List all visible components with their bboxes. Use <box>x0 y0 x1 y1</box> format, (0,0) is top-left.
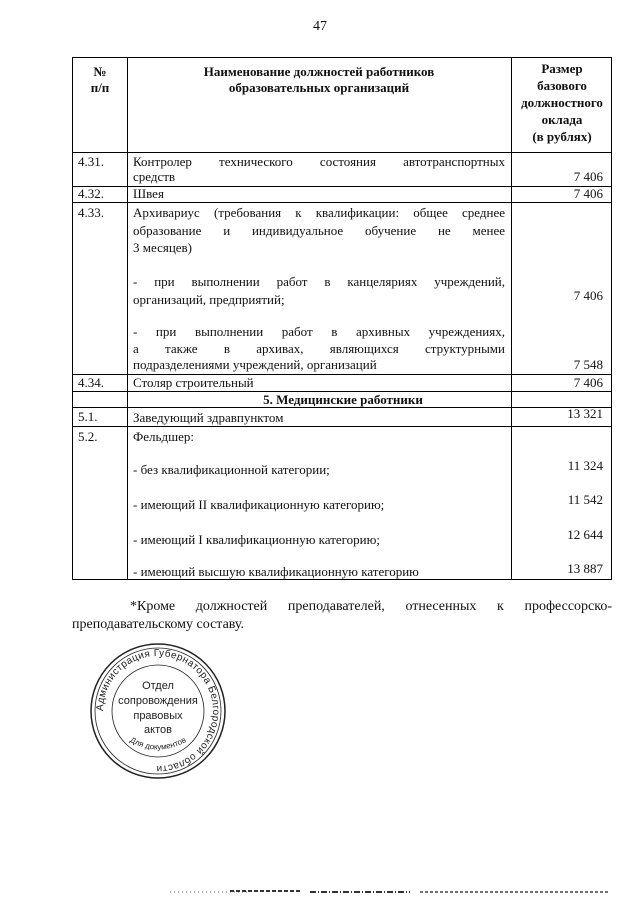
row-4-31-value: 7 406 <box>573 169 603 184</box>
row-4-32-name: Швея <box>133 186 164 201</box>
row-5-2-item-label: - имеющий I квалификационную категорию; <box>133 532 380 547</box>
row-4-31-name: Контролер технического состояния автотранспортных <box>133 154 505 169</box>
row-4-33-intro-3: 3 месяцев) <box>133 240 193 255</box>
stamp-center-line: актов <box>144 724 172 736</box>
row-4-33-sub2-1: - при выполнении работ в архивных учреждениях, <box>133 324 505 339</box>
salary-table <box>72 57 612 580</box>
stamp-center-line: Отдел <box>142 680 174 692</box>
stamp-center-line: сопровождения <box>118 695 198 707</box>
column-divider <box>127 58 128 579</box>
row-4-33-num: 4.33. <box>78 205 104 220</box>
row-5-2-item-value: 11 542 <box>567 492 603 507</box>
stamp-graphic <box>88 641 228 781</box>
row-5-1-value: 13 321 <box>567 406 603 421</box>
row-5-2-item-value: 11 324 <box>567 458 603 473</box>
footnote-line-1: *Кроме должностей преподавателей, отнесенных к профессорско- <box>130 599 612 614</box>
footnote-line-2: преподавательскому составу. <box>72 617 245 632</box>
row-5-2-name: Фельдшер: <box>133 429 194 444</box>
row-5-2-item-label: - без квалификационной категории; <box>133 462 330 477</box>
row-5-1-num: 5.1. <box>78 409 98 424</box>
row-4-34-name: Столяр строительный <box>133 375 254 390</box>
row-4-32-num: 4.32. <box>78 186 104 201</box>
scan-noise <box>170 887 610 895</box>
row-divider <box>73 426 611 427</box>
row-divider <box>73 152 611 153</box>
row-4-33-value-2: 7 548 <box>573 357 603 372</box>
row-4-33-intro-1: Архивариус (требования к квалификации: общее среднее <box>133 205 505 220</box>
official-stamp <box>88 641 228 781</box>
row-4-33-sub1-1: - при выполнении работ в канцеляриях учреждений, <box>133 274 505 289</box>
row-5-2-item-value: 13 887 <box>567 561 603 576</box>
row-4-33-sub1-2: организаций, предприятий; <box>133 292 285 307</box>
stamp-bottom-text: Для документов <box>128 735 188 752</box>
stamp-ring-text: Администрация Губернатора Белгородской области <box>94 647 222 775</box>
row-4-31-name-cont: средств <box>133 169 176 184</box>
row-5-1-name: Заведующий здравпунктом <box>133 410 284 425</box>
row-4-33-value-1: 7 406 <box>573 288 603 303</box>
row-4-33-intro-2: образование и индивидуальное обучение не менее <box>133 223 505 238</box>
row-5-2-item-label: - имеющий высшую квалификационную категорию <box>133 564 419 579</box>
row-4-33-sub2-3: подразделениями учреждений, организаций <box>133 357 377 372</box>
row-4-33-sub2-2: а также в архивах, являющихся структурными <box>133 341 505 356</box>
row-4-34-num: 4.34. <box>78 375 104 390</box>
row-5-2-item-label: - имеющий II квалификационную категорию; <box>133 497 385 512</box>
stamp-center-line: правовых <box>133 710 183 722</box>
row-4-34-value: 7 406 <box>573 375 603 390</box>
row-divider <box>73 202 611 203</box>
row-5-2-num: 5.2. <box>78 429 98 444</box>
header-num: № п/п <box>90 64 110 95</box>
page-number: 47 <box>313 19 327 34</box>
row-4-31-num: 4.31. <box>78 154 104 169</box>
header-name: Наименование должностей работников образовательных организаций <box>203 64 435 95</box>
row-4-32-value: 7 406 <box>573 186 603 201</box>
section-heading-medical: 5. Медицинские работники <box>263 392 423 407</box>
row-5-2-item-value: 12 644 <box>567 527 603 542</box>
header-salary: Размер базового должностного оклада (в рублях) <box>521 61 603 144</box>
